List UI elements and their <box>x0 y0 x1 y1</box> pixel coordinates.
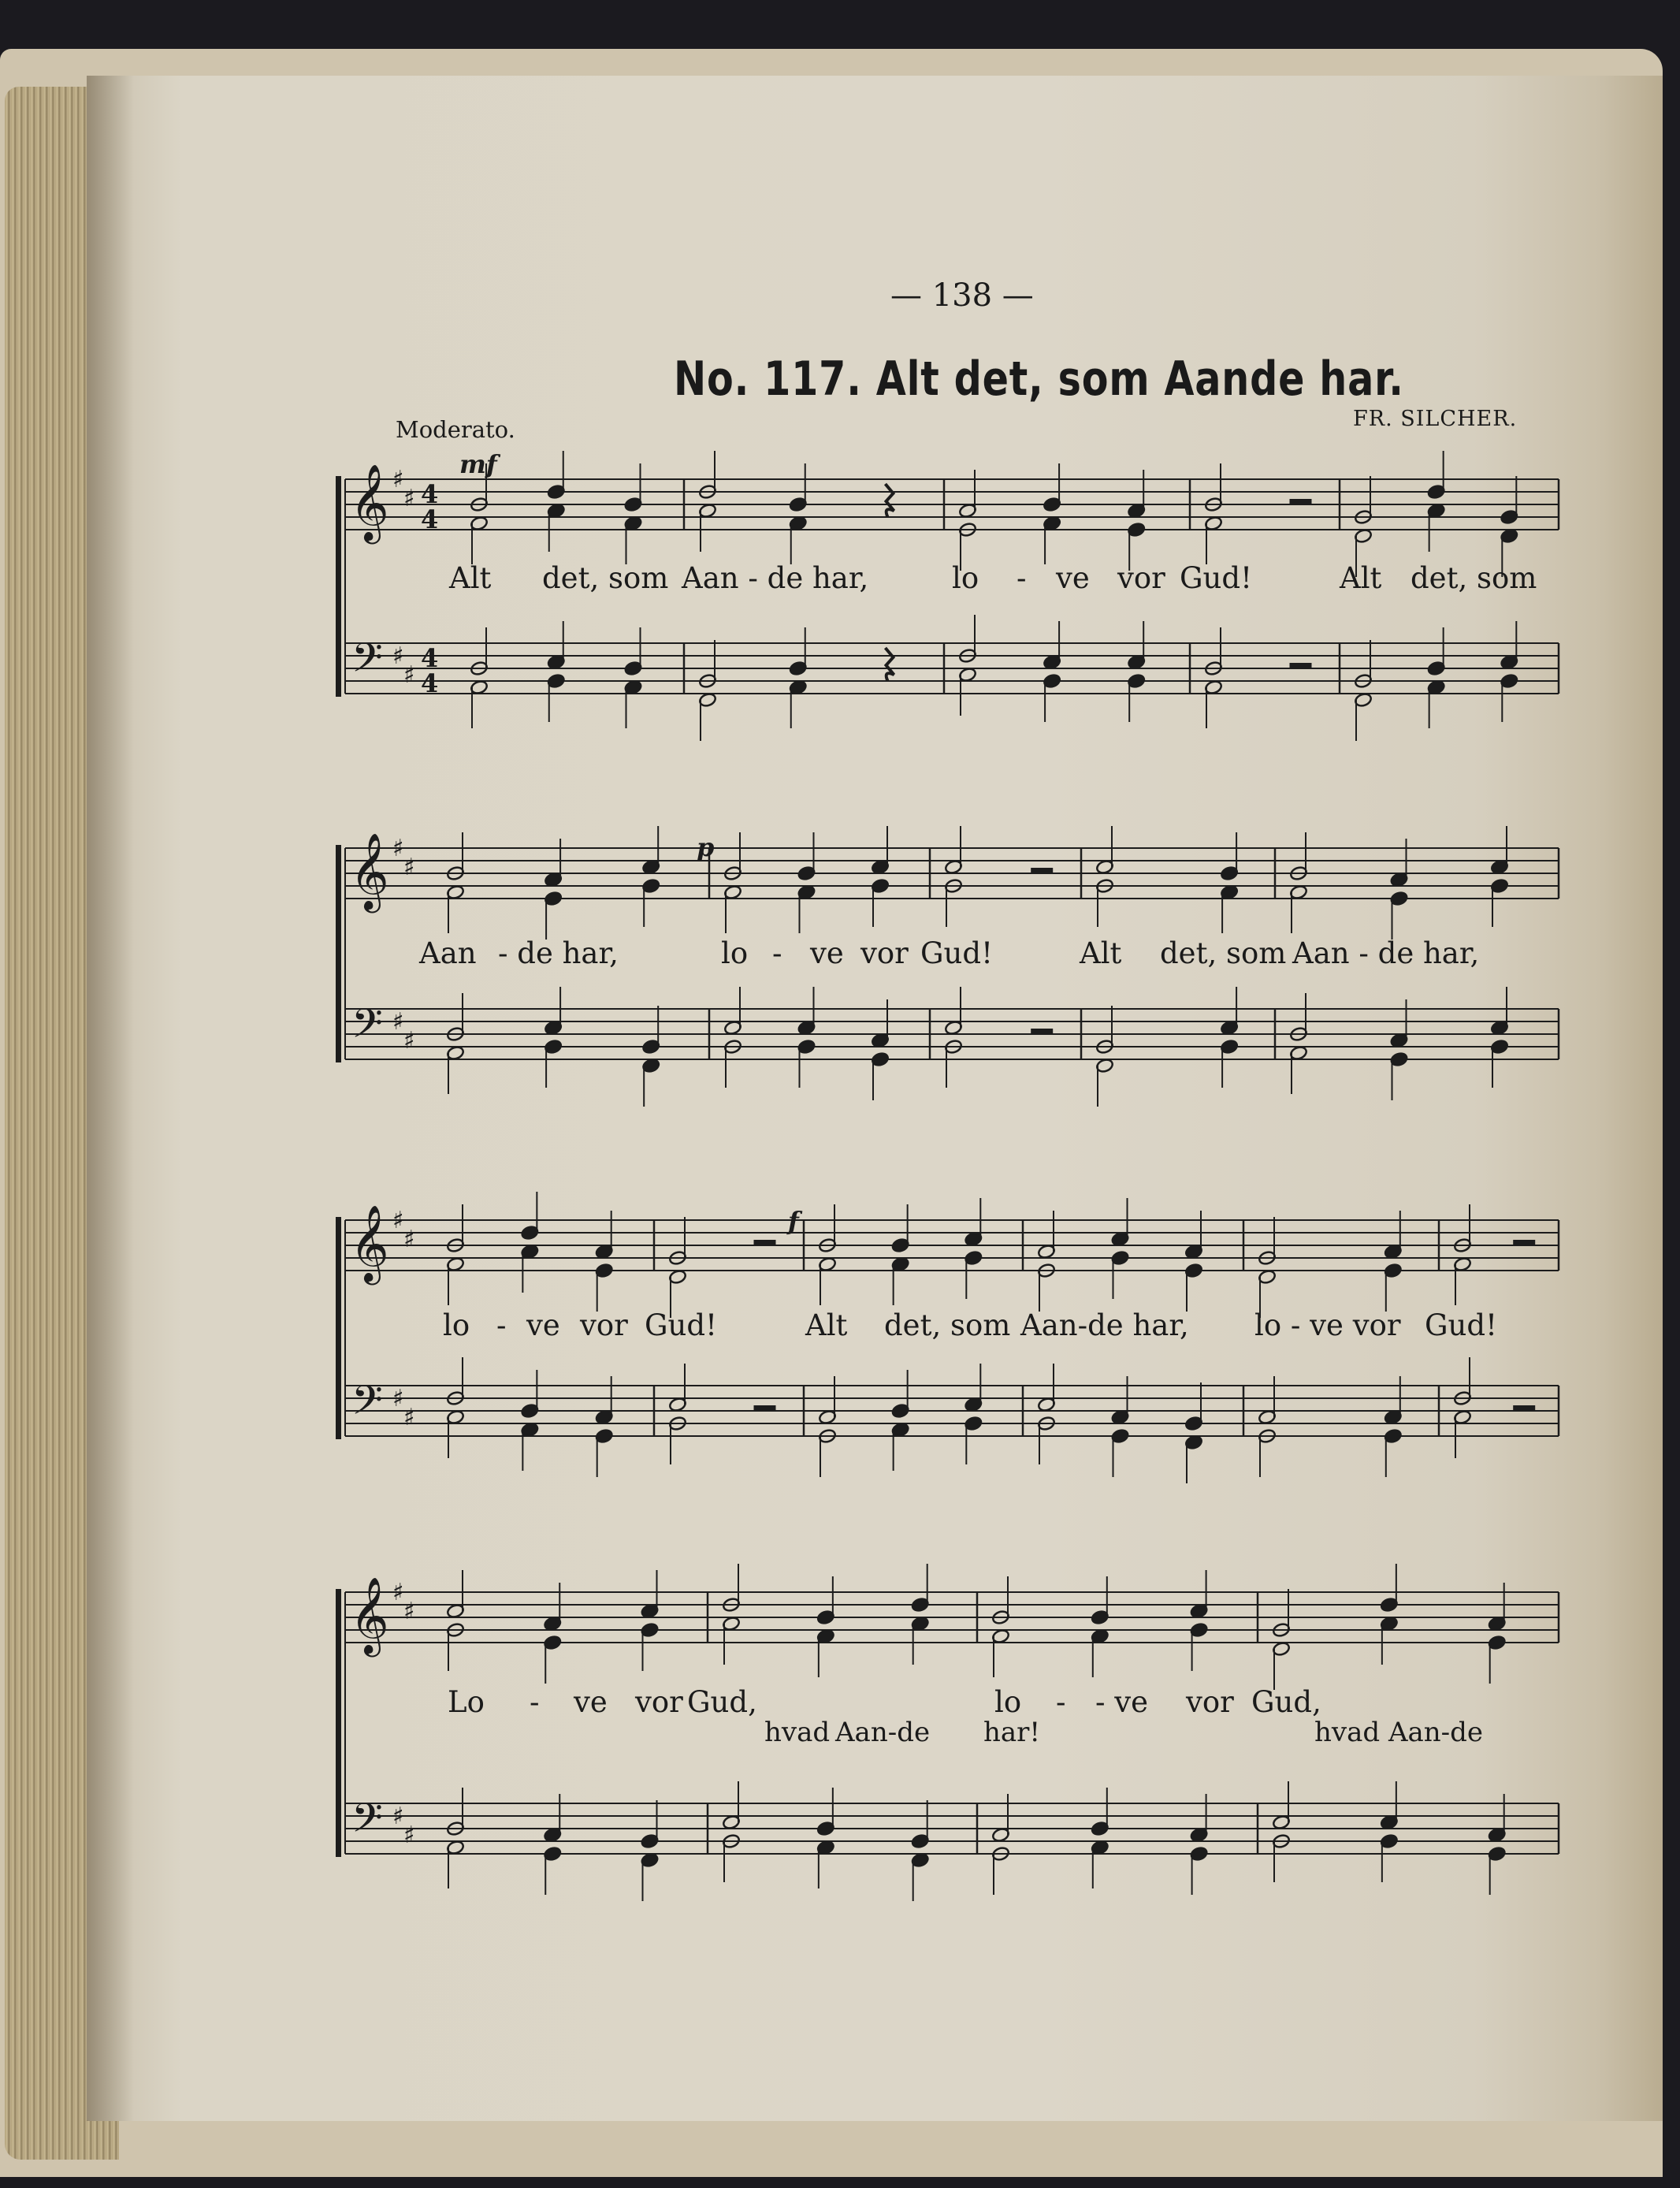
lyric-syllable-lower: Aan-de <box>835 1717 931 1748</box>
lyric-syllable: Lo <box>448 1685 485 1719</box>
lyric-syllable: Alt <box>449 561 492 595</box>
lyric-syllable: vor <box>1117 561 1165 595</box>
lyric-syllable: Gud, <box>1251 1685 1321 1719</box>
lyric-syllable: ve <box>526 1308 560 1342</box>
lyric-syllable: ve <box>574 1685 608 1719</box>
half-rest <box>1290 499 1312 504</box>
lyric-syllable: - <box>1017 561 1027 595</box>
lyric-syllable: Alt <box>1340 561 1382 595</box>
quarter-rest <box>886 484 894 517</box>
bass-clef: 𝄢 <box>351 1376 383 1434</box>
treble-clef: 𝄞 <box>350 1204 389 1282</box>
treble-clef: 𝄞 <box>350 1576 389 1654</box>
half-rest <box>1290 663 1312 668</box>
key-sharp: ♯ <box>403 1821 415 1849</box>
lyric-syllable: vor <box>580 1308 628 1342</box>
time-signature <box>421 479 438 698</box>
lyric-syllable: - de har, <box>498 936 619 970</box>
lyric-syllable: Gud! <box>1425 1308 1497 1342</box>
half-rest <box>754 1240 776 1245</box>
hymn-title: No. 117. Alt det, som Aande har. <box>674 352 1404 407</box>
key-sharp: ♯ <box>392 1008 404 1036</box>
key-sharp: ♯ <box>403 485 415 512</box>
time-sig-bottom: 4 <box>421 504 439 534</box>
lyric-syllable: lo <box>952 561 979 595</box>
lyric-syllable: Aan-de har, <box>1020 1308 1189 1342</box>
key-sharp: ♯ <box>403 1598 415 1625</box>
lyric-syllable-lower: hvad Aan-de <box>1314 1717 1484 1748</box>
key-sharp: ♯ <box>403 854 415 881</box>
key-sharp: ♯ <box>403 661 415 689</box>
treble-clef: 𝄞 <box>350 832 389 910</box>
lyric-syllable: - ve <box>1095 1685 1149 1719</box>
key-sharp: ♯ <box>392 466 404 493</box>
lyric-syllable: Aan - de har, <box>1292 936 1480 970</box>
lyric-syllable: det, som <box>542 561 669 595</box>
lyric-syllable: lo <box>443 1308 470 1342</box>
lyric-syllable: det, som <box>884 1308 1011 1342</box>
time-sig-top: 4 <box>421 479 439 509</box>
lyric-syllable: Gud! <box>645 1308 717 1342</box>
key-sharp: ♯ <box>392 642 404 670</box>
lyric-syllable: - <box>530 1685 540 1719</box>
system-brace <box>336 476 341 697</box>
lyric-syllable: - <box>1056 1685 1066 1719</box>
lyric-syllable: Aan <box>419 936 477 970</box>
lyric-syllable: lo - ve vor <box>1254 1308 1401 1342</box>
bass-clef: 𝄢 <box>351 1794 383 1851</box>
half-rest <box>1031 868 1053 873</box>
lyric-syllable: lo <box>994 1685 1022 1719</box>
lyric-syllable: det, som <box>1411 561 1537 595</box>
lyric-syllable-lower: hvad <box>764 1717 831 1748</box>
music-system-3 <box>336 1192 1559 1483</box>
key-sharp: ♯ <box>392 1207 404 1234</box>
composer-name: FR. SILCHER. <box>1353 407 1518 431</box>
lyric-syllable: vor <box>860 936 909 970</box>
music-system-1 <box>336 449 1559 741</box>
time-sig-top: 4 <box>421 643 439 673</box>
lyric-syllable-lower: har! <box>983 1717 1041 1748</box>
dynamic-marking: f <box>788 1206 799 1236</box>
tempo-marking: Moderato. <box>396 416 515 443</box>
system-brace <box>336 1589 341 1857</box>
lyric-syllable: - <box>772 936 782 970</box>
lyric-syllable: Alt <box>805 1308 848 1342</box>
bass-clef: 𝄢 <box>351 999 383 1057</box>
lyric-syllable: Alt <box>1080 936 1122 970</box>
key-sharp: ♯ <box>392 1385 404 1412</box>
lyric-syllable: - <box>496 1308 507 1342</box>
lyric-syllable: lo <box>721 936 749 970</box>
music-system-4 <box>336 1564 1559 1901</box>
bass-clef: 𝄢 <box>351 634 383 691</box>
lyric-syllable: vor <box>635 1685 683 1719</box>
lyric-syllable: vor <box>1186 1685 1234 1719</box>
lyric-syllable: det, som <box>1160 936 1287 970</box>
key-sharp: ♯ <box>392 835 404 862</box>
half-rest <box>1031 1029 1053 1034</box>
half-rest <box>754 1405 776 1411</box>
treble-clef: 𝄞 <box>350 463 389 541</box>
half-rest <box>1513 1240 1535 1245</box>
dynamic-marking: mf <box>459 449 497 479</box>
system-brace <box>336 845 341 1062</box>
lyric-syllable: ve <box>1056 561 1090 595</box>
lyric-syllable: ve <box>810 936 844 970</box>
quarter-rest <box>886 648 894 681</box>
key-sharp: ♯ <box>392 1803 404 1830</box>
half-rest <box>1513 1405 1535 1411</box>
lyric-syllable: Gud! <box>920 936 993 970</box>
page-number: — 138 — <box>890 277 1034 314</box>
lyric-syllable: Gud, <box>687 1685 757 1719</box>
dynamic-marking: p <box>697 832 715 862</box>
key-sharp: ♯ <box>403 1404 415 1431</box>
key-sharp: ♯ <box>403 1027 415 1055</box>
system-brace <box>336 1217 341 1439</box>
key-sharp: ♯ <box>392 1579 404 1606</box>
lyric-syllable: Gud! <box>1180 561 1252 595</box>
music-system-2 <box>336 826 1559 1107</box>
key-sharp: ♯ <box>403 1226 415 1253</box>
lyric-syllable: Aan - de har, <box>682 561 869 595</box>
time-sig-bottom: 4 <box>421 668 439 698</box>
